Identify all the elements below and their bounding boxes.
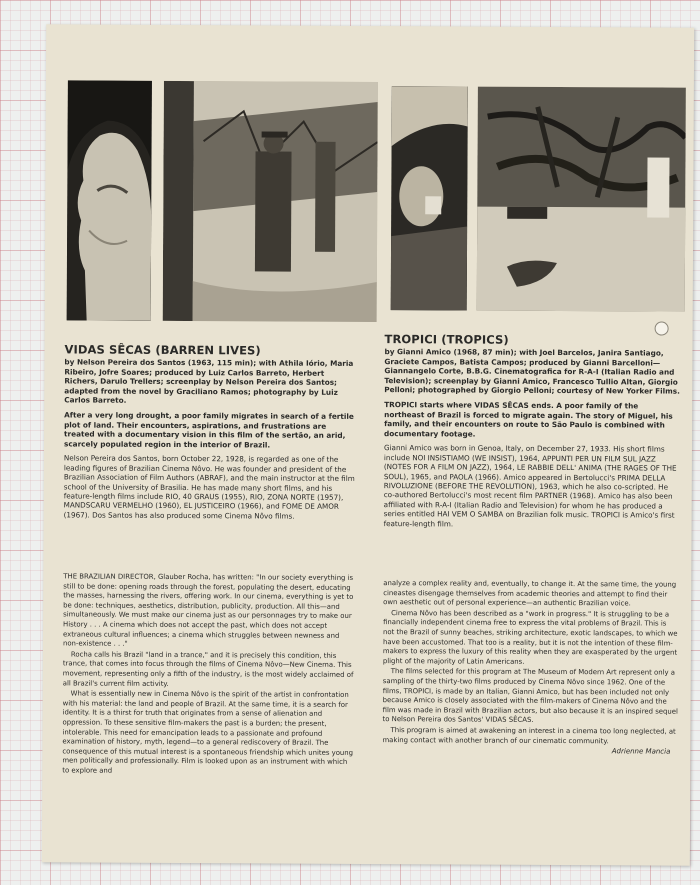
tropici-synopsis: TROPICI starts where VIDAS SÊCAS ends. A poor family of the northeast of Brazil is forced to migrate again. The story of Miguel, his family, and their encounters on route to São Paulo is combined with documentary footage. (384, 400, 673, 439)
tropici-title: TROPICI (TROPICS) (384, 332, 509, 347)
essay-paragraph: THE BRAZILIAN DIRECTOR, Glauber Rocha, has written: "In our society everything is still to be done: opening roads through the forest, populating the desert, educating the masses, harnessing the rivers, offering work. In our cinema, everything is yet to be done: techniques, aesthetics, distribution, publicity, production. All this—and simultaneously. We must make our cinema just as our personnages try to make our History . . . A cinema which does not accept the past, which does not accept extraneous cultural influences; a cinema which struggles between newness and non-existence . . ." (62, 572, 354, 648)
essay-paragraph: What is essentially new in Cinema Nôvo is the spirit of the artist in confrontation with his material: the land and people of Brazil. At the same time, it is a search for identity. It is a thirst for truth that originates from a sense of alienation and oppression. To these sensitive film-makers the past is a burden; the present, intolerable. This need for emancipation leads to a passionate and profound examination of history, myth, legend—to a general rediscovery of Brazil. The consequence of this mutual interest is a spontaneous friendship which unites young men politically and professionally. Film is looked upon as an instrument with which to explore and (62, 689, 354, 775)
essay-paragraph: analyze a complex reality and, eventually, to change it. At the same time, the young cineastes disengage themselves from academic theories and attempt to find their own aesthetic out of personal experience—an authentic Brazilian voice. (383, 579, 677, 608)
photo-tree-landscape (477, 87, 686, 312)
essay-paragraph: The films selected for this program at The Museum of Modern Art represent only a sampling of the thirty-two films produced by Cinema Nôvo since 1962. One of the films, TROPICI, is made by an Italian, Gianni Amico, but has been included not only because Amico is closely associated with the film-makers of Cinema Nôvo and the film was made in Brazil with Brazilian actors, but also because it is an inspired sequel to Nelson Pereira dos Santos' VIDAS SÊCAS. (382, 667, 678, 725)
vidas-secas-title: VIDAS SÊCAS (BARREN LIVES) (64, 342, 261, 358)
essay-paragraph: This program is aimed at awakening an interest in a cinema too long neglected, at making contact with another branch of our cinematic community. (382, 726, 676, 745)
vidas-secas-director-bio: Nelson Pereira dos Santos, born October 22, 1928, is regarded as one of the leading figures of Brazilian Cinema Nôvo. He was founder and president of the Brazilian Association of Film Authors (ABRAF), and the main instructor at the film school of the University of Brasilia. He has made many short films, and his feature-length films include RIO, 40 GRAUS (1955), RIO, ZONA NORTE (1957), MANDSCARU VERMELHO (1960), EL JUSTICEIRO (1966), and FOME DE AMOR (1967). Dos Santos has also produced some Cinema Nôvo films. (63, 453, 355, 521)
photo-man-in-brush (163, 81, 378, 322)
essay-column-left (62, 572, 355, 778)
essay-paragraph: Rocha calls his Brazil "land in a trance," and it is precisely this condition, this trance, that comes into focus through the films of Cinema Nôvo—New Cinema. This movement, representing only a fifth of the industry, is the most widely acclaimed of all Brazil's current film activity. (62, 650, 354, 688)
essay-column-right (382, 579, 679, 756)
photo-profile-face (67, 80, 152, 320)
tropici-director-bio: Gianni Amico was born in Genoa, Italy, on December 27, 1933. His short films include NOI INSISTIAMO (WE INSIST), 1964, APPUNTI PER UN FILM SUL JAZZ (NOTES FOR A FILM ON JAZZ), 1964, LE RABBIE DELL' ANIMA (THE RAGES OF THE SOUL), 1965, and PAOLA (1966). Amico appeared in Bertolucci's PRIMA DELLA RIVOLUZIONE (BEFORE THE REVOLUTION), 1963, which he also co-scripted. He co-authored Bertolucci's most recent film PARTNER (1968). Amico has also been affiliated with R-A-I (Italian Radio and Television) for whom he has produced a series entitled HAI VEM O SAMBA on Brazilian folk music. TROPICI is Amico's first feature-length film. (383, 443, 677, 529)
vidas-secas-credits: by Nelson Pereira dos Santos (1963, 115 min); with Athila Iório, Maria Ribeiro, Jofre Soares; produced by Luiz Carlos Barreto, Herbert Richers, Darulo Trellers; screenplay by Nelson Pereira dos Santos; adapted from the novel by Graciliano Ramos; photography by Luiz Carlos Barreto. (64, 357, 354, 406)
vidas-secas-section (64, 342, 357, 526)
document-sheet (42, 24, 694, 865)
tropici-credits: by Gianni Amico (1968, 87 min); with Joel Barcelos, Janira Santiago, Graciete Campos, Batista Campos; produced by Gianni Barcelloni—Giannangelo Corte, B.B.G. Cinematografica for R-A-I (Italian Radio and Television); screenplay by Gianni Amico, Francesco Tullio Altan, Giorgio Pelloni; photographed by Giorgio Pelloni; courtesy of New Yorker Films. (384, 347, 680, 397)
tropici-section (384, 332, 681, 535)
essay-paragraph: Cinema Nôvo has been described as a "work in progress." It is struggling to be a financially independent cinema free to express the vital problems of Brazil. This is not the Brazil of sunny beaches, striking architecture, exotic landscapes, to which we have been accustomed. That too is a reality, but it is not the intention of these film-makers to express the luxury of this reality when they are exasperated by the urgent plight of the majority of Latin Americans. (382, 608, 678, 666)
vidas-secas-synopsis: After a very long drought, a poor family migrates in search of a fertile plot of land. Their encounters, aspirations, and frustrations are treated with a documentary vision in this film of the sertão, an arid, scarcely populated region in the interior of Brazil. (63, 410, 354, 450)
photo-man-drinking (391, 86, 468, 310)
author-signature: Adrienne Mancia (611, 747, 671, 756)
